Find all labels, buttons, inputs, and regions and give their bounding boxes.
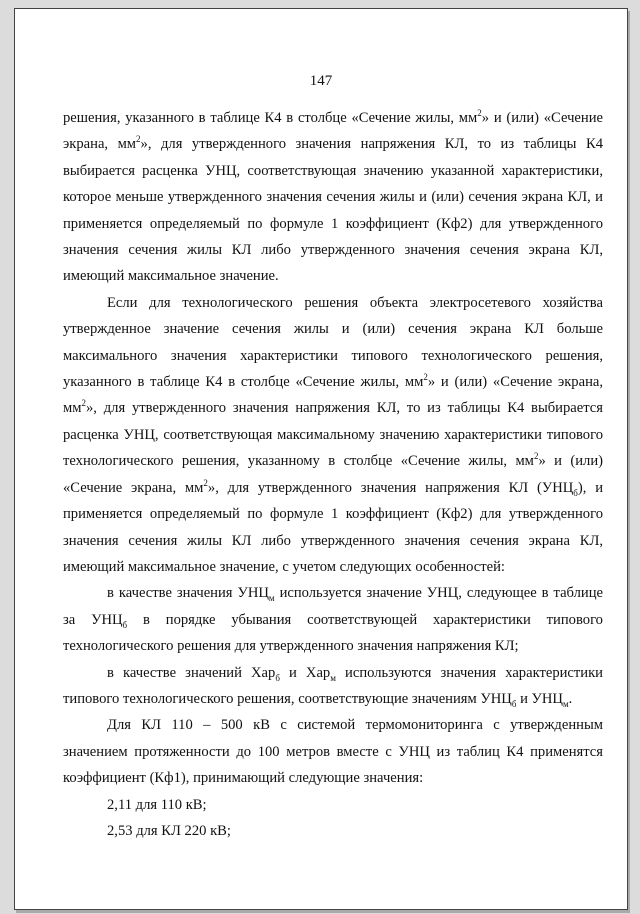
text-run: используются значения характеристики типового технологического решения, соответствующие значениям УНЦ <box>63 664 603 707</box>
superscript: 2 <box>81 398 86 409</box>
text-run: . <box>568 690 573 707</box>
paragraph-1 <box>63 105 603 290</box>
superscript: 2 <box>423 372 428 383</box>
subscript: б <box>275 672 280 683</box>
text-run: в порядке убывания соответствующей характеристики типового технологического решения для утвержденного значения напряжения КЛ; <box>63 611 603 655</box>
text-run: » и (или) «Сечение экрана, мм <box>63 374 604 417</box>
text-run: » и (или) «Сечение экрана, мм <box>63 453 604 496</box>
subscript: м <box>562 698 569 709</box>
subscript: м <box>330 672 336 683</box>
subscript: б <box>122 619 128 630</box>
text-run: Если для технологического решения объекта электросетевого хозяйства утвержденное значение сечения жилы и (или) сечения экрана КЛ больше максимального значения характеристики типового технологического решения, указанного в таблице К4 в столбце «Сечение жилы, мм <box>63 294 603 391</box>
paragraph-7: 2,53 для КЛ 220 кВ; <box>107 822 231 839</box>
subscript: б <box>573 487 578 498</box>
text-run: решения, указанного в таблице К4 в столбце «Сечение жилы, мм <box>63 110 478 126</box>
paragraph-5: Для КЛ 110 – 500 кВ с системой термомониторинга с утвержденным значением протяженности до 100 метров вместе с УНЦ из таблиц К4 применятся коэффициент (Кф1), принимающий следующие значения: <box>63 717 603 787</box>
text-run: и УНЦ <box>516 690 563 707</box>
superscript: 2 <box>203 477 208 488</box>
superscript: 2 <box>477 108 482 119</box>
superscript: 2 <box>533 451 539 462</box>
paragraph-2 <box>63 290 603 580</box>
paragraph-3 <box>63 580 603 659</box>
text-run: в качестве значений Хар <box>107 664 276 681</box>
superscript: 2 <box>136 134 141 145</box>
paragraph-6: 2,11 для 110 кВ; <box>107 796 207 813</box>
text-run: в качестве значения УНЦ <box>107 585 269 602</box>
text-run: ), и применяется определяемый по формуле 1 коэффициент (Кф2) для утвержденного значения сечения жилы КЛ либо утвержденного значения сечения экрана КЛ, имеющий максимальное значение, с учетом следующих особенностей: <box>63 479 604 575</box>
subscript: б <box>511 698 517 709</box>
text-run: », для утвержденного значения напряжения КЛ, то из таблицы К4 выбирается расценка УНЦ, соответствующая значению указанной характеристики, которое меньше утвержденного значения сечения жилы и (или) сечения экрана КЛ, и применяется определяемый по формуле 1 коэффициент (Кф2) для утвержденного значения сечения жилы КЛ либо утвержденного значения сечения экрана КЛ, имеющий максимальное значение. <box>63 136 603 285</box>
document-body <box>63 105 603 844</box>
text-run: » и (или) «Сечение экрана, мм <box>63 110 603 153</box>
text-run: », для утвержденного значения напряжения КЛ (УНЦ <box>207 479 574 496</box>
paragraph-4 <box>63 660 603 713</box>
text-run: », для утвержденного значения напряжения КЛ, то из таблицы К4 выбирается расценка УНЦ, соответствующая максимальному значению характеристики типового технологического решения, указанному в столбце «Сечение жилы, мм <box>63 400 603 470</box>
document-page <box>14 8 628 910</box>
text-run: и Хар <box>279 664 331 681</box>
page-number: 147 <box>309 73 333 89</box>
text-run: используется значение УНЦ, следующее в таблице за УНЦ <box>63 585 603 628</box>
subscript: м <box>268 593 275 604</box>
